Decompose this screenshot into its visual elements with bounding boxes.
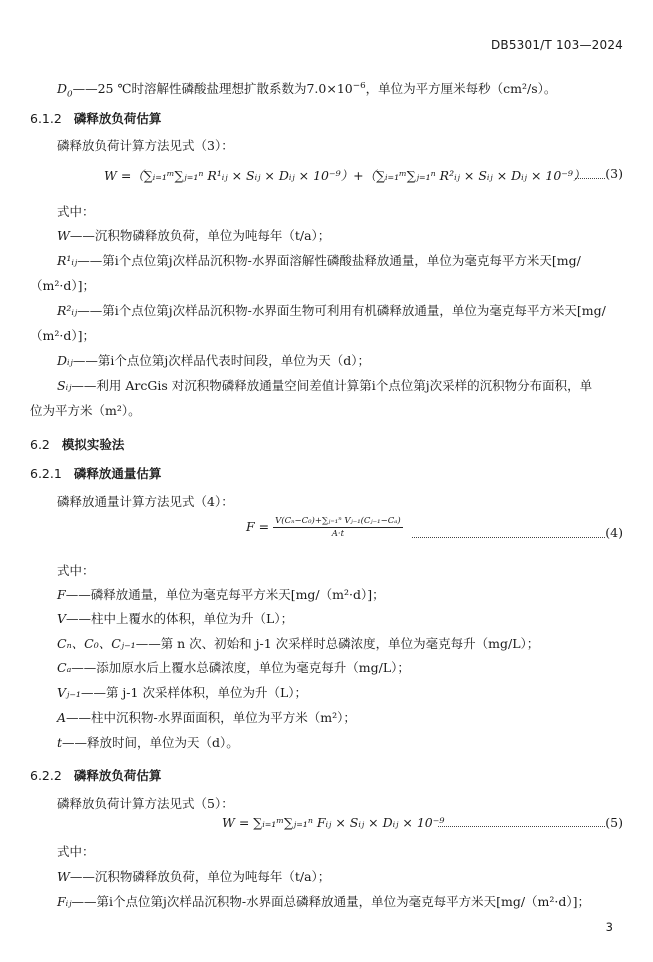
standard-code: DB5301/T 103—2024	[490, 38, 623, 52]
def-D: Dᵢⱼ——第i个点位第j次样品代表时间段，单位为天（d）；	[57, 353, 370, 368]
def-R2: R²ᵢⱼ——第i个点位第j次样品沉积物-水界面生物可利用有机磷释放通量，单位为毫克每平方米天[mg/	[57, 303, 606, 318]
def-S-cont: 位为平方米（m²）。	[30, 403, 141, 418]
equation-5-leader	[438, 826, 605, 827]
d0-symbol: $D_0$	[57, 81, 73, 100]
def-Vj: Vⱼ₋₁——第 j-1 次采样体积，单位为升（L）；	[57, 685, 308, 700]
def-t: t——释放时间，单位为天（d）。	[57, 735, 239, 750]
def-V: V——柱中上覆水的体积，单位为升（L）；	[57, 611, 294, 626]
def-A: A——柱中沉积物-水界面面积，单位为平方米（m²）；	[57, 710, 356, 725]
equation-4	[246, 516, 403, 539]
equation-4-leader	[412, 537, 605, 538]
section-6-2-2-intro: 磷释放负荷计算方法见式（5）：	[57, 796, 234, 811]
def-W-2: W——沉积物磷释放负荷，单位为吨每年（t/a）；	[57, 869, 331, 884]
def-F: F——磷释放通量，单位为毫克每平方米天[mg/（m²·d）]；	[57, 587, 385, 602]
equation-4-numerator: V(Cₙ−C₀)+∑ⱼ₌₁ⁿ Vⱼ₋₁(Cⱼ₋₁−Cₐ)	[275, 516, 401, 526]
equation-4-fraction	[273, 516, 403, 539]
def-R1-cont: （m²·d）]；	[30, 278, 95, 293]
equation-3-number: (3)	[605, 166, 623, 181]
where-label: 式中：	[57, 563, 95, 578]
def-R2-cont: （m²·d）]；	[30, 328, 95, 343]
equation-5: W = ∑ᵢ₌₁ᵐ∑ⱼ₌₁ⁿ Fᵢⱼ × Sᵢⱼ × Dᵢⱼ × 10⁻⁹	[222, 815, 445, 830]
where-label: 式中：	[57, 844, 95, 859]
def-R1: R¹ᵢⱼ——第i个点位第j次样品沉积物-水界面溶解性磷酸盐释放通量，单位为毫克每平方米天[mg/	[57, 253, 581, 268]
def-Ca: Cₐ——添加原水后上覆水总磷浓度，单位为毫克每升（mg/L）；	[57, 660, 410, 675]
equation-3: W =（∑ᵢ₌₁ᵐ∑ⱼ₌₁ⁿ R¹ᵢⱼ × Sᵢⱼ × Dᵢⱼ × 10⁻⁹）+（∑ᵢ₌₁ᵐ∑ⱼ₌₁ⁿ R²ᵢⱼ × Sᵢⱼ × Dᵢⱼ × 10⁻⁹）	[104, 168, 586, 183]
section-6-2-heading: 6.2 模拟实验法	[30, 437, 125, 452]
d0-exponent: −6	[352, 81, 366, 91]
def-S: Sᵢⱼ——利用 ArcGis 对沉积物磷释放通量空间差值计算第i个点位第j次采样的沉积物分布面积，单	[57, 378, 593, 393]
equation-4-lhs: F =	[246, 519, 270, 534]
section-6-2-1-heading: 6.2.1 磷释放通量估算	[30, 466, 162, 481]
page-number: 3	[605, 920, 613, 934]
equation-3-leader	[575, 178, 605, 179]
equation-4-number: (4)	[605, 525, 623, 540]
def-C: Cₙ、C₀、Cⱼ₋₁——第 n 次、初始和 j-1 次采样时总磷浓度，单位为毫克每升（mg/L）；	[57, 636, 540, 651]
equation-4-denominator: A·t	[331, 529, 345, 539]
section-6-1-2-heading: 6.1.2 磷释放负荷估算	[30, 111, 162, 126]
d0-text: ——25 ℃时溶解性磷酸盐理想扩散系数为7.0×10	[72, 81, 353, 97]
d0-tail: ，单位为平方厘米每秒（cm²/s）。	[365, 81, 557, 97]
section-6-2-1-intro: 磷释放通量计算方法见式（4）：	[57, 494, 234, 509]
section-6-2-2-heading: 6.2.2 磷释放负荷估算	[30, 768, 162, 783]
def-W: W——沉积物磷释放负荷，单位为吨每年（t/a）；	[57, 228, 331, 243]
where-label: 式中：	[57, 204, 95, 219]
def-Fij: Fᵢⱼ——第i个点位第j次样品沉积物-水界面总磷释放通量，单位为毫克每平方米天[mg/（m²·d）]；	[57, 894, 591, 909]
d0-definition	[57, 77, 556, 104]
section-6-1-2-intro: 磷释放负荷计算方法见式（3）：	[57, 138, 234, 153]
equation-5-number: (5)	[605, 815, 623, 830]
